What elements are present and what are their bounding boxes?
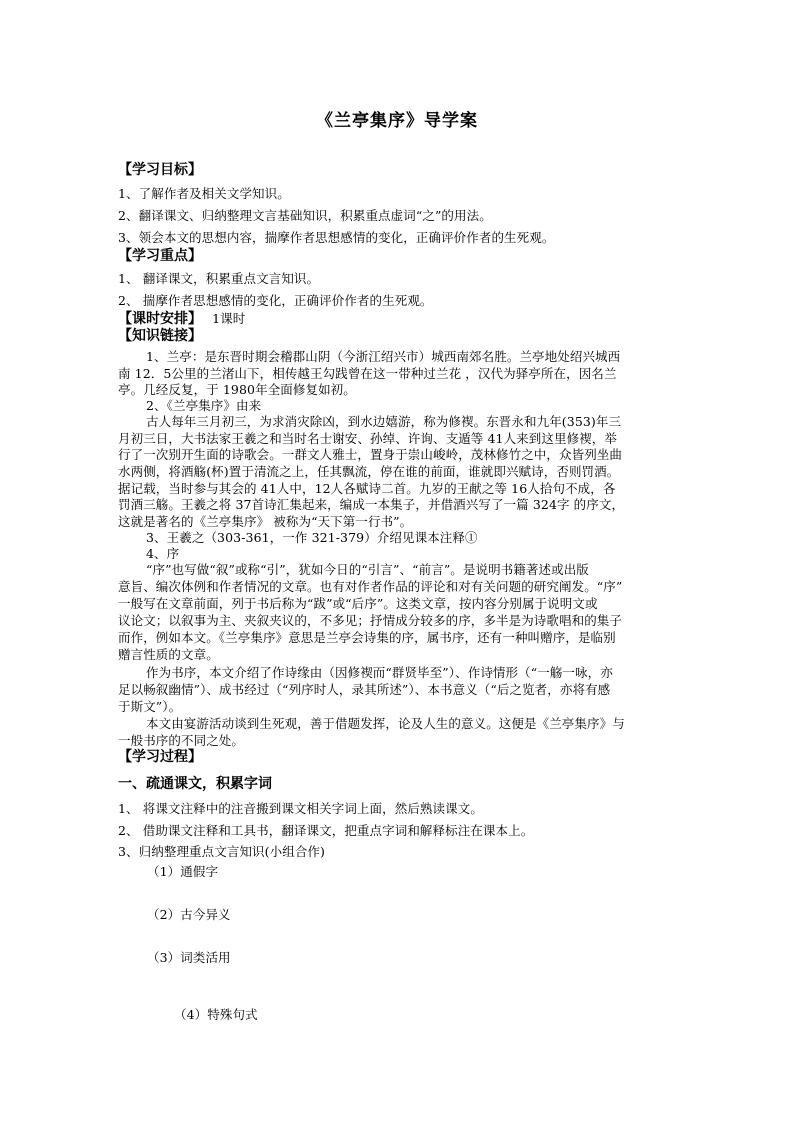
section-heading: 一、疏通课文，积累字词 — [118, 776, 272, 792]
knowledge-line: 这就是著名的《兰亭集序》 被称为“天下第一行书”。 — [118, 514, 413, 529]
knowledge-line: 罚酒三觞。王羲之将 37首诗汇集起来，编成一本集子，并借酒兴写了一篇 324字 的序文， — [118, 497, 625, 512]
goal-item: 3、领会本文的思想内容，揣摩作者思想感情的变化，正确评价作者的生死观。 — [118, 230, 555, 245]
knowledge-line: 意旨、编次体例和作者情况的文章。也有对作者作品的评论和对有关问题的研究阐发。“序” — [118, 579, 623, 594]
knowledge-line: 1、兰亭：是东晋时期会稽郡山阴（今浙江绍兴市）城西南郊名胜。兰亭地处绍兴城西 — [146, 349, 621, 364]
process-subitem: （1）通假字 — [147, 864, 219, 879]
process-item: 2、 借助课文注释和工具书，翻译课文，把重点字词和解释标注在课本上。 — [118, 823, 534, 838]
knowledge-line: 作为书序，本文介绍了作诗缘由（因修褉而“群贤毕至”）、作诗情形（“一觞一咏，亦 — [146, 665, 613, 680]
knowledge-line: 3、王羲之（303-361，一作 321-379）介绍见课本注释① — [146, 530, 478, 545]
knowledge-line: 古人每年三月初三，为求消灾除凶，到水边嬉游，称为修褉。东晋永和九年(353)年三 — [146, 414, 622, 429]
knowledge-line: 南 12．5公里的兰渚山下，相传越王勾践曾在这一带种过兰花 ，汉代为驿亭所在，因名兰 — [118, 366, 617, 381]
process-item: 3、归纳整理重点文言知识(小组合作) — [118, 844, 326, 859]
knowledge-line: 水两侧，将酒觞(杯)置于清流之上，任其飘流，停在谁的前面，谁就即兴赋诗，否则罚酒。 — [118, 464, 620, 479]
process-item: 1、 将课文注释中的注音搬到课文相关字词上面，然后熟读课文。 — [118, 801, 483, 816]
process-subitem: （4）特殊句式 — [174, 1007, 258, 1022]
process-subitem: （2）古今异义 — [147, 907, 231, 922]
knowledge-line: 行了一次别开生面的诗歌会。一群文人雅士，置身于崇山峻岭，茂林修竹之中，众皆列坐曲 — [118, 447, 623, 462]
schedule-heading: 【课时安排】 — [118, 311, 202, 327]
focus-heading: 【学习重点】 — [118, 248, 202, 264]
knowledge-line: 一般书序的不同之处。 — [118, 733, 245, 748]
schedule-value: 1课时 — [212, 311, 246, 326]
focus-item: 1、 翻译课文，积累重点文言知识。 — [118, 271, 320, 286]
goal-item: 1、了解作者及相关文学知识。 — [118, 186, 290, 201]
knowledge-line: 亭。几经反复，于 1980年全面修复如初。 — [118, 382, 356, 397]
knowledge-line: 2、《兰亭集序》由来 — [146, 398, 262, 413]
knowledge-line: 赠言性质的文章。 — [118, 647, 219, 662]
knowledge-heading: 【知识链接】 — [118, 328, 202, 344]
process-heading: 【学习过程】 — [118, 749, 202, 765]
process-subitem: （3）词类活用 — [147, 950, 231, 965]
knowledge-line: 本文由宴游活动谈到生死观，善于借题发挥，论及人生的意义。这便是《兰亭集序》与 — [146, 716, 625, 731]
knowledge-line: 于斯文”）。 — [118, 699, 182, 714]
knowledge-line: 月初三日，大书法家王羲之和当时名士谢安、孙绰、许询、支遁等 41人来到这里修褉，举 — [118, 431, 617, 446]
knowledge-line: 足以畅叙幽情”）、成书经过（“列序时人，录其所述”）、本书意义（“后之览者，亦将有感 — [118, 682, 611, 697]
schedule-row — [118, 310, 245, 328]
knowledge-line: 而作，例如本文。《兰亭集序》意思是兰亭会诗集的序，属书序，还有一种叫赠序，是临别 — [118, 630, 616, 645]
knowledge-line: 据记载，当时参与其会的 41人中，12人各赋诗二首。九岁的王献之等 16人拾句不成，各 — [118, 481, 616, 496]
knowledge-line: “序”也写做“叙”或称“引”，犹如今日的“引言”、“前言”。是说明书籍著述或出版 — [146, 562, 589, 577]
knowledge-line: 4、序 — [146, 546, 180, 561]
knowledge-line: 议论文；以叙事为主、夹叙夹议的，不多见；抒情成分较多的序，多半是为诗歌唱和的集子 — [118, 613, 623, 628]
page-title: 《兰亭集序》导学案 — [316, 111, 478, 131]
goals-heading: 【学习目标】 — [118, 162, 202, 178]
goal-item: 2、翻译课文、归纳整理文言基础知识，积累重点虚词“之”的用法。 — [118, 208, 492, 223]
knowledge-line: 一般写在文章前面，列于书后称为“跋”或“后序”。这类文章，按内容分别属于说明文或 — [118, 596, 598, 611]
focus-item: 2、 揣摩作者思想感情的变化，正确评价作者的生死观。 — [118, 293, 433, 308]
